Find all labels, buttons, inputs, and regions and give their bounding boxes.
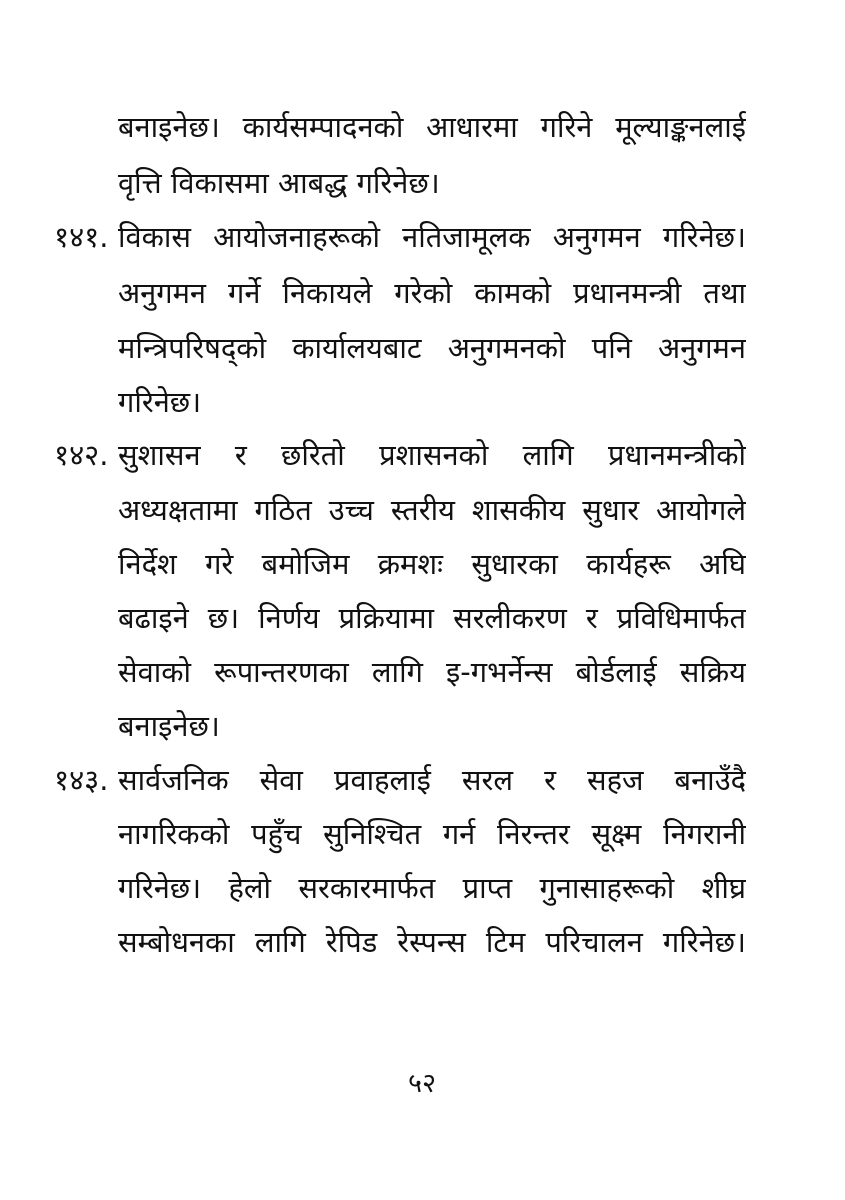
paragraph-line: बनाइनेछ।	[118, 709, 220, 743]
page-number: ५२	[407, 1068, 437, 1099]
paragraph-line: सुशासन र छरितो प्रशासनको लागि प्रधानमन्त्रीको	[118, 438, 746, 472]
paragraph-line: सार्वजनिक सेवा प्रवाहलाई सरल र सहज बनाउँदै	[118, 763, 746, 797]
paragraph-line: सम्बोधनका लागि रेपिड रेस्पन्स टिम परिचालन गरिनेछ।	[118, 925, 746, 959]
paragraph-line: विकास आयोजनाहरूको नतिजामूलक अनुगमन गरिनेछ।	[118, 220, 746, 254]
paragraph-number: १४३.	[54, 763, 109, 797]
paragraph-line: अनुगमन गर्ने निकायले गरेको कामको प्रधानमन्त्री तथा	[118, 276, 746, 310]
paragraph-line: गरिनेछ। हेलो सरकारमार्फत प्राप्त गुनासाहरूको शीघ्र	[118, 871, 746, 905]
paragraph-number: १४२.	[54, 438, 109, 472]
carry-over-line: बनाइनेछ। कार्यसम्पादनको आधारमा गरिने मूल्याङ्कनलाई	[118, 110, 746, 144]
paragraph-line: गरिनेछ।	[118, 385, 202, 419]
paragraph-line: बढाइने छ। निर्णय प्रक्रियामा सरलीकरण र प्रविधिमार्फत	[118, 601, 746, 635]
paragraph-number: १४१.	[54, 220, 109, 254]
paragraph-line: सेवाको रूपान्तरणका लागि इ-गभर्नेन्स बोर्डलाई सक्रिय	[118, 655, 746, 689]
paragraph-line: नागरिकको पहुँच सुनिश्चित गर्न निरन्तर सूक्ष्म निगरानी	[118, 817, 746, 851]
paragraph-line: मन्त्रिपरिषद्को कार्यालयबाट अनुगमनको पनि अनुगमन	[118, 331, 746, 365]
carry-over-line: वृत्ति विकासमा आबद्ध गरिनेछ।	[118, 166, 440, 200]
paragraph-line: निर्देश गरे बमोजिम क्रमशः सुधारका कार्यहरू अघि	[118, 547, 746, 581]
paragraph-line: अध्यक्षतामा गठित उच्च स्तरीय शासकीय सुधार आयोगले	[118, 493, 746, 527]
